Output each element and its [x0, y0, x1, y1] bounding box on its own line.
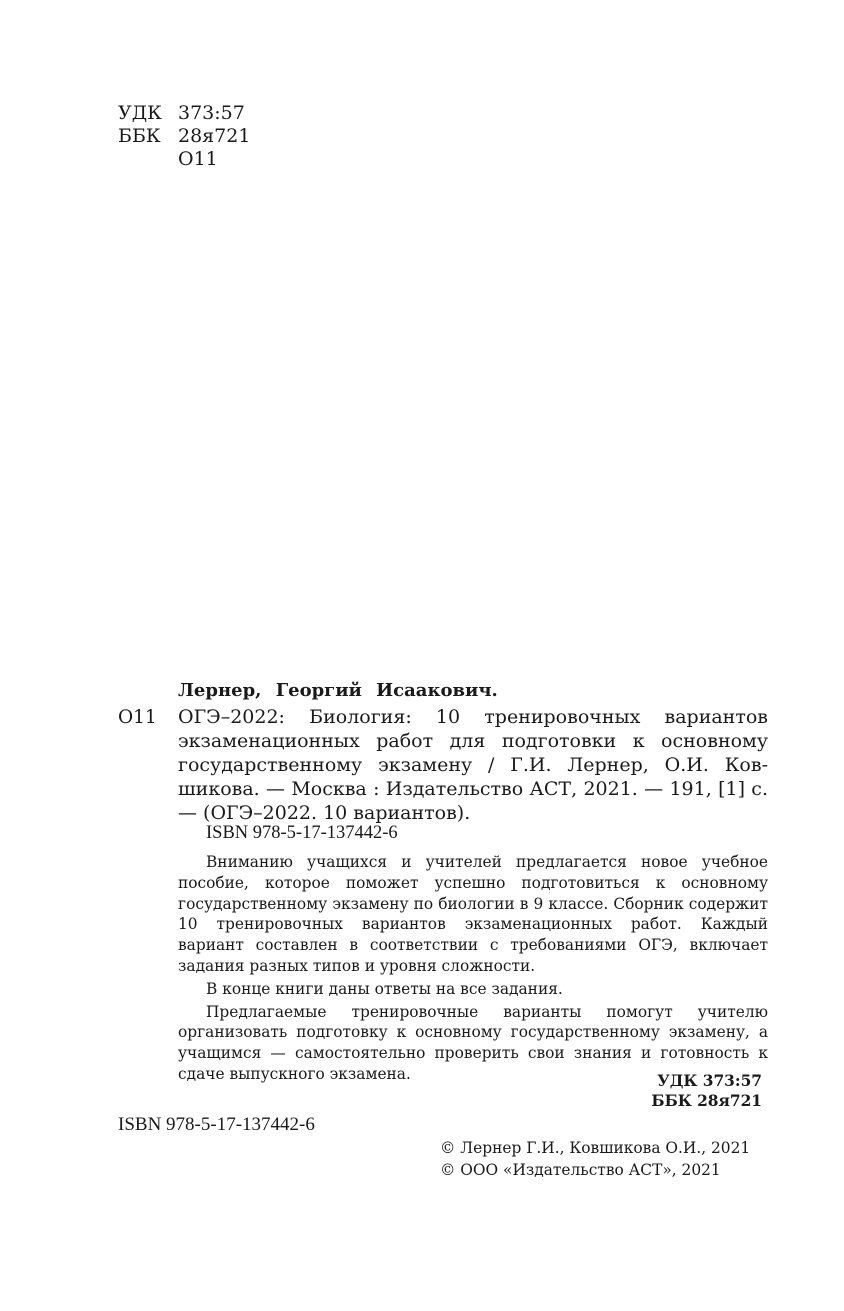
- bbk-code: ББК 28я721: [651, 1092, 762, 1110]
- annotation-paragraph: Вниманию учащихся и учителей предлагается новое учебное пособие, которое поможет успешно подготовиться к основному государственному экзамену по биологии в 9 классе. Сборник содержит 10 тренировочных вариантов экзаменационных работ. Каждый вариант составлен в соответствии с требованиями ОГЭ, включает задания разных типов и уровня сложности.: [178, 853, 768, 975]
- author-index-mark: О11: [118, 707, 157, 728]
- author-heading: Лернер, Георгий Исаакович.: [178, 680, 498, 701]
- udk-value: 373:57: [178, 102, 245, 124]
- udk-label: УДК: [118, 102, 162, 124]
- bbk-label: ББК: [118, 125, 161, 147]
- author-mark: О11: [178, 148, 218, 170]
- annotation-paragraph: Предлагаемые тренировочные варианты помогут учителю организовать подготовку к основному государственному экзамену, а учащимся — самостоятельно проверить свои знания и готовность к сдаче выпускного экзамена.: [178, 1002, 768, 1083]
- annotation-paragraph: В конце книги даны ответы на все задания.: [206, 979, 563, 998]
- annotation: [178, 852, 768, 1085]
- bibliographic-description: ОГЭ–2022: Биология: 10 тренировочных вариантов экзаменационных работ для подготовки к основному государственному экзамену / Г.И. Лернер, О.И. Ковшикова. — Москва : Издательство АСТ, 2021. — 191, [1] с. — (ОГЭ–2022. 10 вариантов).: [178, 706, 768, 824]
- copyright-publisher: © ООО «Издательство АСТ», 2021: [440, 1161, 721, 1179]
- classification-codes-bottom: [640, 1071, 762, 1111]
- copyright-block: [440, 1137, 750, 1181]
- udk-code: УДК 373:57: [657, 1072, 762, 1090]
- record-isbn: ISBN 978-5-17-137442-6: [206, 823, 398, 843]
- isbn: ISBN 978-5-17-137442-6: [118, 1114, 315, 1135]
- copyright-authors: © Лернер Г.И., Ковшикова О.И., 2021: [440, 1139, 751, 1157]
- bbk-value: 28я721: [178, 125, 251, 147]
